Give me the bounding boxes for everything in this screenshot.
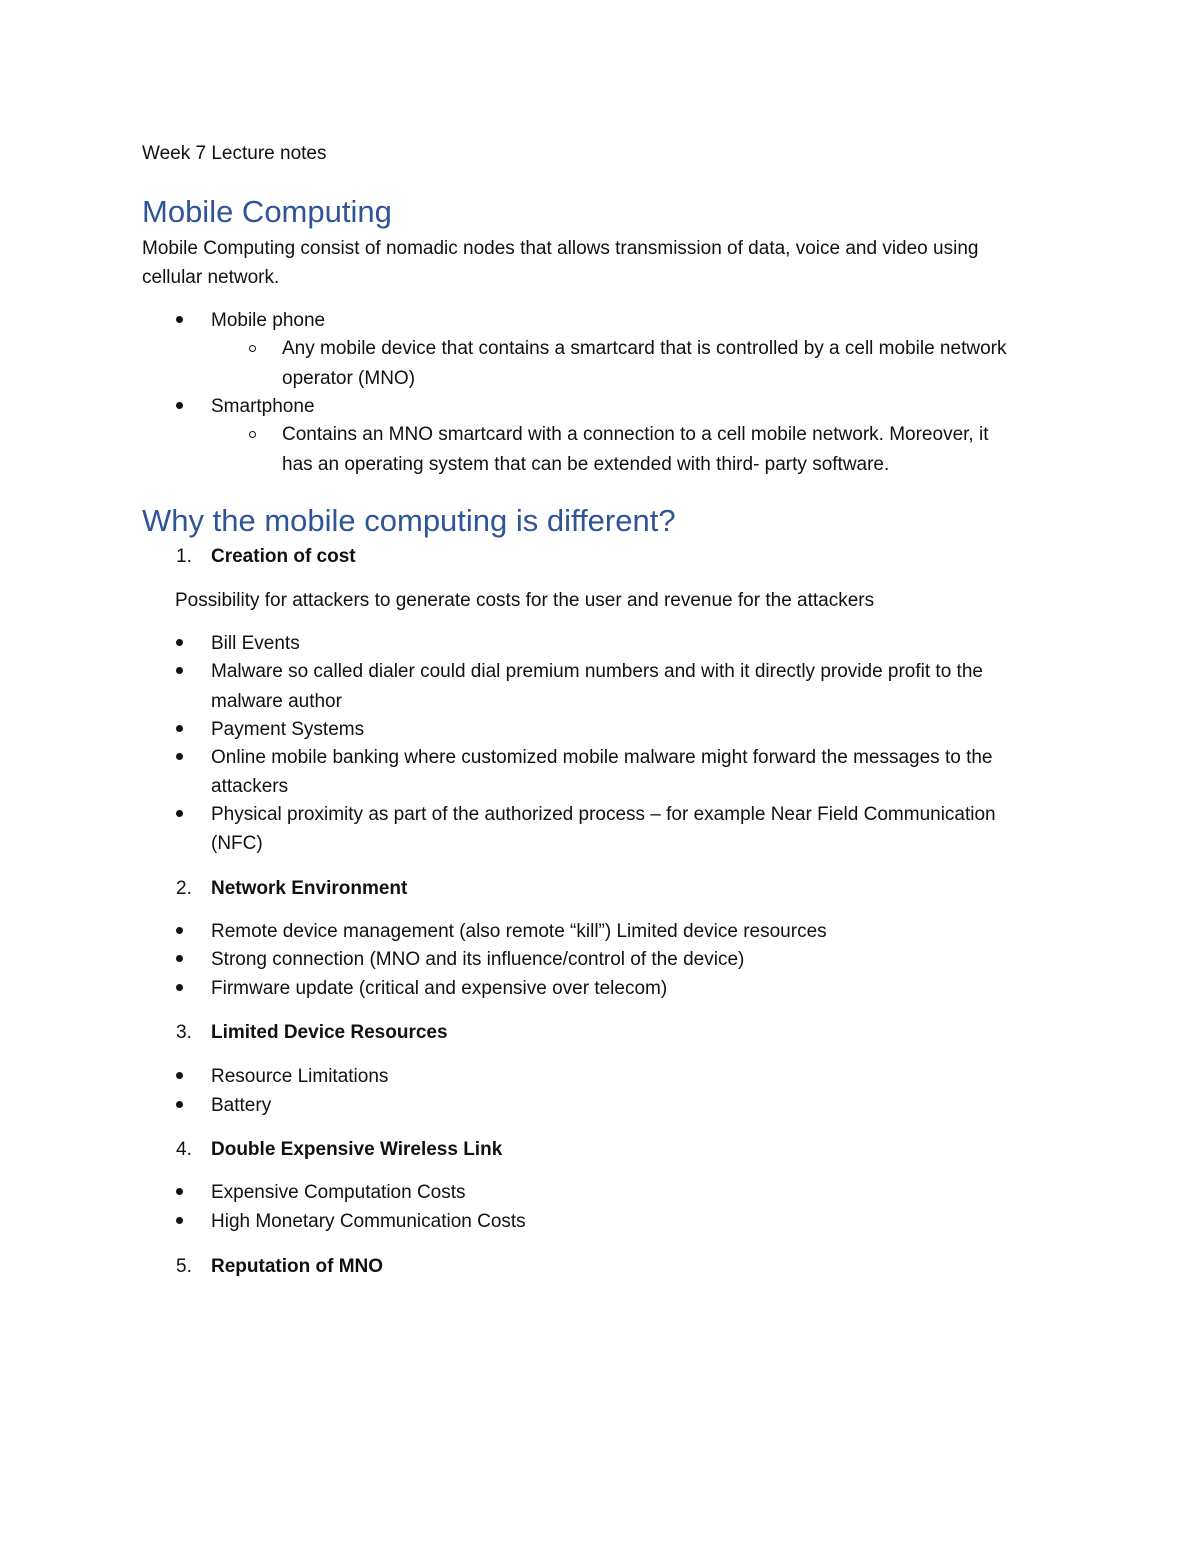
intro-line-1: Mobile Computing consist of nomadic nodes that allows transmission of data, voice and video using <box>142 238 979 259</box>
bullet-icon <box>176 639 183 646</box>
section-number: 5. <box>176 1256 192 1277</box>
list-item-cont: malware author <box>211 691 342 712</box>
list-item: Battery <box>211 1095 272 1116</box>
list-item: Expensive Computation Costs <box>211 1182 466 1203</box>
bullet-icon <box>176 1188 183 1195</box>
bullet-icon <box>176 753 183 760</box>
list-item: Firmware update (critical and expensive over telecom) <box>211 978 668 999</box>
bullet-icon <box>176 1217 183 1224</box>
section-number: 2. <box>176 878 192 899</box>
bullet-icon <box>176 725 183 732</box>
list-item: Online mobile banking where customized mobile malware might forward the messages to the <box>211 747 993 768</box>
bullet-icon <box>176 402 183 409</box>
bullet-icon <box>176 1072 183 1079</box>
bullet-icon <box>176 927 183 934</box>
bullet-icon <box>176 984 183 991</box>
section-number: 1. <box>176 546 192 567</box>
section-title: Reputation of MNO <box>211 1256 384 1277</box>
list-item-cont: (NFC) <box>211 833 263 854</box>
cost-intro: Possibility for attackers to generate costs for the user and revenue for the attackers <box>175 590 875 611</box>
section-title: Limited Device Resources <box>211 1022 448 1043</box>
sub-bullet-icon <box>249 431 256 438</box>
section-number: 4. <box>176 1139 192 1160</box>
sub-item-line-2: has an operating system that can be extended with third- party software. <box>282 454 890 475</box>
sub-item-line-2: operator (MNO) <box>282 368 416 389</box>
list-item: Malware so called dialer could dial premium numbers and with it directly provide profit to the <box>211 661 983 682</box>
list-item: Bill Events <box>211 633 300 654</box>
bullet-icon <box>176 667 183 674</box>
list-item-mobile-phone: Mobile phone <box>211 310 326 331</box>
section-number: 3. <box>176 1022 192 1043</box>
section-title: Creation of cost <box>211 546 356 567</box>
list-item-cont: attackers <box>211 776 289 797</box>
list-item-smartphone: Smartphone <box>211 396 315 417</box>
sub-item-line-1: Any mobile device that contains a smartcard that is controlled by a cell mobile network <box>282 338 1007 359</box>
bullet-icon <box>176 316 183 323</box>
bullet-icon <box>176 1101 183 1108</box>
bullet-icon <box>176 810 183 817</box>
bullet-icon <box>176 955 183 962</box>
sub-bullet-icon <box>249 345 256 352</box>
list-item: Physical proximity as part of the authorized process – for example Near Field Communication <box>211 804 996 825</box>
pre-title: Week 7 Lecture notes <box>142 143 327 164</box>
section-title: Network Environment <box>211 878 408 899</box>
heading-why-different: Why the mobile computing is different? <box>142 503 676 538</box>
list-item: Remote device management (also remote “kill”) Limited device resources <box>211 921 827 942</box>
heading-mobile-computing: Mobile Computing <box>142 194 392 229</box>
list-item: Payment Systems <box>211 719 365 740</box>
section-title: Double Expensive Wireless Link <box>211 1139 503 1160</box>
intro-line-2: cellular network. <box>142 267 280 288</box>
list-item: Strong connection (MNO and its influence/control of the device) <box>211 949 745 970</box>
list-item: Resource Limitations <box>211 1066 389 1087</box>
list-item: High Monetary Communication Costs <box>211 1211 526 1232</box>
sub-item-line-1: Contains an MNO smartcard with a connection to a cell mobile network. Moreover, it <box>282 424 989 445</box>
